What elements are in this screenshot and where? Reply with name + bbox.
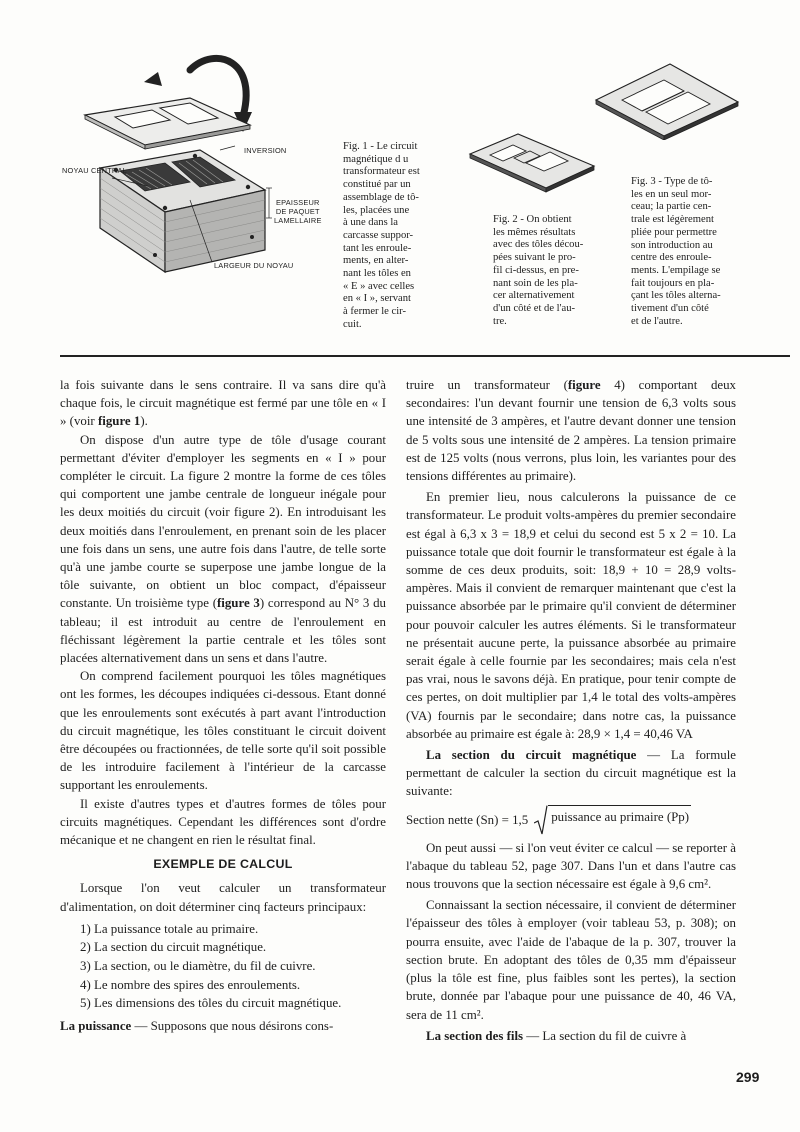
figure-3-caption: Fig. 3 - Type de tô- les en un seul mor- ceau; la partie cen- trale est légèrement pliée pour permettre son introduction au centre des enroule- ments. L'empilage se fait toujours en pla- çant les tôles alterna- tivement d'un côté et de l'autre. (631, 176, 721, 327)
left-paragraph-3: On comprend facilement pourquoi les tôles magnétiques ont les formes, les découpes indiquées ci-dessous. Etant donné que les enroulements sont exécutés à part avant l'introduction du circuit magnétique, les tôles constituant le circuit doivent être découpées ou fractionnées, de telle sorte qu'il soit possible de les introduire facilement à l'intérieur de la carcasse supportant les enroulements. (60, 669, 386, 793)
left-paragraph-1: la fois suivante dans le sens contraire. Il va sans dire qu'à chaque fois, le circuit magnétique est fermé par une tôle en « I » (voir figure 1). (60, 378, 386, 429)
right-paragraph-3: La section du circuit magnétique — La formule permettant de calculer la section du circuit magnétique est la suivante: (406, 748, 736, 799)
left-paragraph-2: On dispose d'un autre type de tôle d'usage courant permettant d'éviter d'employer les segments en « I » pour compléter le circuit. La figure 2 montre la forme de ces tôles qui comportent une jambe centrale de longueur inégale pour les deux moitiés du circuit (voir figure 2). En introduisant les deux moitiés dans l'enroulement, en prenant soin de les placer une fois dans un sens, une autre fois dans l'autre, de telle sorte qu'à une jambe courte se superpose une jambe longue de la tôle suivante, on obtient un bloc compact, d'épaisseur constante. Un troisième type (figure 3) correspond au N° 3 du tableau; il est introduit au centre de l'enroulement en fléchissant légèrement la partie centrale et les tôles sont placées alternativement dans un sens et dans l'autre. (60, 432, 386, 666)
factors-list (60, 920, 386, 1013)
section-divider (60, 355, 790, 357)
radical-icon (534, 805, 548, 835)
right-text-column (406, 376, 736, 1045)
right-paragraph-1: truire un transformateur (figure 4) comportant deux secondaires: l'un devant fournir une tension de 6,3 volts sous une intensité de 3 ampères, et l'autre devant donner une tension de 5 volts sous une intensité de 2 ampères. La tension primaire est de 125 volts (nous verrons, plus loin, les variantes pour des tensions différentes au primaire). (406, 378, 736, 484)
label-inversion: INVERSION (244, 146, 287, 155)
figure-2-caption: Fig. 2 - On obtient les mêmes résultats avec des tôles décou- pées suivant le pro- fil ci-dessus, en pre- nant soin de les pla- cer alternativement d'un côté et de l'au- tre. (493, 214, 584, 327)
square-root (534, 805, 691, 835)
section-heading: EXEMPLE DE CALCUL (153, 857, 293, 872)
list-item: 4) Le nombre des spires des enroulements. (80, 977, 301, 992)
left-paragraph-5: Lorsque l'on veut calculer un transformateur d'alimentation, on doit déterminer cinq facteurs principaux: (60, 881, 386, 914)
section-formula (406, 805, 736, 835)
right-paragraph-4: On peut aussi — si l'on veut éviter ce calcul — se reporter à l'abaque du tableau 52, page 307. Dans l'un et dans l'autre cas nous trouvons que la section nécessaire est égale à 9,6 cm². (406, 840, 736, 892)
figure-1-diagram (40, 50, 340, 300)
single-piece-lamination-illustration (592, 60, 742, 140)
right-paragraph-2: En premier lieu, nous calculerons la puissance de ce transformateur. Le produit volts-ampères du premier secondaire est égal à 6,3 x 3 = 18,9 et celui du second est 5 x 2 = 10. La puissance totale que doit fournir le transformateur est égale à la somme de ces deux produits, soit: 18,9 + 10 = 28,9 volts-ampères. Mais il convient de remarquer maintenant que c'est la puissance absorbée par le primaire qu'il convient de déterminer pour pouvoir calculer les autres éléments. Si le transformateur ne présentait aucune perte, la puissance absorbée au primaire serait égale à celle fournie par les secondaires; mais cela n'est pas vrai, nous le savons déjà. En pratique, pour tenir compte de ces pertes, on doit multiplier par 1,4 le total des volts-ampères (VA) fournis par le secondaire; dans notre cas, la puissance absorbée au primaire est égale à: 28,9 × 1,4 = 40,46 VA (406, 490, 736, 741)
right-paragraph-5: Connaissant la section nécessaire, il convient de déterminer l'épaisseur des tôles à employer (voir tableau 53, p. 308); on pourra ensuite, avec l'aide de l'abaque de la p. 307, trouver la section brute. En adoptant des tôles de 0,35 mm d'épaisseur (plus la tôle est fine, plus faibles sont les pertes), la section brute, donnée par l'abaque pour une puissance de 40, 46 VA, sera de 11 cm². (406, 898, 736, 1022)
page-number: 299 (736, 1069, 760, 1085)
list-item: 5) Les dimensions des tôles du circuit magnétique. (80, 996, 342, 1011)
right-paragraph-6: La section des fils — La section du fil de cuivre à (426, 1028, 687, 1043)
list-item: 1) La puissance totale au primaire. (80, 921, 259, 936)
lamination-profile-illustration (468, 130, 598, 205)
left-paragraph-6: La puissance — Supposons que nous désirons cons- (60, 1018, 334, 1033)
left-paragraph-4: Il existe d'autres types et d'autres formes de tôles pour circuits magnétiques. Cependant les différences sont d'ordre mécanique et ne changent en rien le résultat final. (60, 796, 386, 848)
label-epaisseur: EPAISSEUR DE PAQUET LAMELLAIRE (274, 198, 322, 225)
figure-1-caption: Fig. 1 - Le circuit magnétique d u transformateur est constitué par un assemblage de tô- les, placées une à une dans la carcasse suppor- tant les enroule- ments, en alter- nant les tôles en « E » avec celles en « I », servant à fermer le cir- cuit. (343, 141, 420, 330)
transformer-core-illustration (40, 50, 340, 300)
list-item: 3) La section, ou le diamètre, du fil de cuivre. (80, 959, 316, 974)
formula-radicand: puissance au primaire (Pp) (548, 805, 691, 835)
figure-3-diagram (592, 60, 742, 140)
figure-2-diagram (468, 130, 598, 205)
list-item: 2) La section du circuit magnétique. (80, 940, 267, 955)
left-text-column (60, 376, 386, 1035)
label-noyau-central: NOYAU CENTRAL (62, 166, 127, 175)
label-largeur-noyau: LARGEUR DU NOYAU (214, 261, 294, 270)
formula-left: Section nette (Sn) = 1,5 (406, 812, 529, 827)
